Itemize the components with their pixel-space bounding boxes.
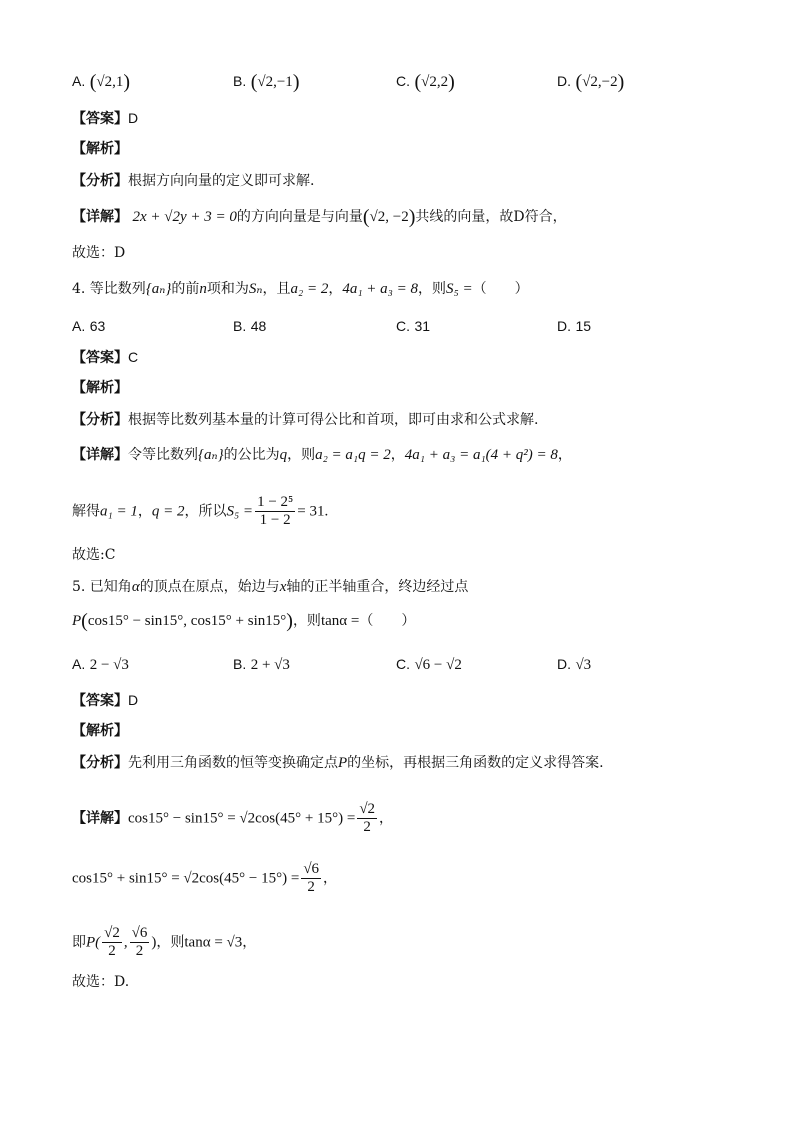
stem-var: x <box>279 579 287 595</box>
answer-tag: 【答案】 <box>72 111 128 127</box>
option-letter: B. <box>233 656 247 672</box>
detail-sequence: {aₙ} <box>198 447 224 463</box>
detail-fraction <box>357 801 377 836</box>
stem-text: ，则 <box>292 613 321 629</box>
answer-value: C <box>128 349 139 365</box>
fenxi-tag: 【分析】 <box>72 173 128 189</box>
q5-detail <box>72 801 393 836</box>
option-letter: B. <box>233 318 247 334</box>
stem-var: Sₙ <box>248 281 263 297</box>
option-letter: A. <box>72 656 86 672</box>
fraction-numerator: √6 <box>303 861 320 877</box>
option-letter: C. <box>396 656 410 672</box>
eq2-fraction <box>301 861 321 896</box>
analysis-tag: 【解析】 <box>72 141 128 157</box>
fenxi-var: P <box>338 755 348 771</box>
option-letter: A. <box>72 73 86 89</box>
stem-var: P <box>72 613 82 629</box>
option-value: 2 <box>440 74 449 90</box>
point-text: ，则 <box>156 934 185 951</box>
q4-detail <box>72 445 572 465</box>
stem-text: 项和为 <box>206 281 249 297</box>
fenxi-text: 根据方向向量的定义即可求解. <box>128 173 315 189</box>
detail-text: 共线的向量，故D符合， <box>415 209 567 225</box>
option-value: 15 <box>575 318 592 334</box>
equation-text: ， <box>323 870 338 887</box>
point-close: ) <box>151 934 157 951</box>
choose-text: 故选：D <box>72 245 126 261</box>
point-fraction-y <box>130 925 150 960</box>
option-value: √6 − √2 <box>414 657 462 673</box>
stem-var: n <box>199 281 207 297</box>
solve-text: ，所以 <box>184 503 227 520</box>
solve-result: = 31. <box>297 503 329 520</box>
option-value: 1 <box>115 74 124 90</box>
solve-equation: q = 2 <box>151 503 185 520</box>
detail-tag: 【详解】 <box>72 209 128 225</box>
fraction-numerator: √6 <box>131 925 148 941</box>
point-separator: , <box>123 934 128 951</box>
q4-option-d <box>557 316 591 337</box>
point-result: tanα = √3 <box>184 934 243 951</box>
detail-equation: cos15° − sin15° = √2cos(45° + 15°) = <box>128 810 356 827</box>
q3-option-b: B. (√2,−1) <box>233 71 300 93</box>
q3-option-a: A. (√2,1) <box>72 71 131 93</box>
answer-tag: 【答案】 <box>72 350 128 366</box>
option-value: 2 + √3 <box>250 657 290 673</box>
option-value: √2 <box>421 74 437 90</box>
option-letter: D. <box>557 318 571 334</box>
fraction-denominator: 1 − 2 <box>259 512 291 528</box>
detail-text: ， <box>557 447 572 463</box>
q5-option-d <box>557 654 591 675</box>
q5-option-c <box>396 654 462 675</box>
q3-option-c: C. (√2,2) <box>396 71 455 93</box>
q4-answer <box>72 347 138 368</box>
analysis-tag: 【解析】 <box>72 723 128 739</box>
q5-analysis <box>72 721 128 741</box>
q3-fenxi <box>72 171 314 191</box>
option-value: −2 <box>601 74 618 90</box>
solve-equation: a₁ = 1 <box>100 503 138 520</box>
detail-equation: 2x + √2y + 3 = 0 <box>132 209 237 225</box>
stem-paren: （ ） <box>359 613 416 629</box>
option-value: 48 <box>250 318 267 334</box>
option-value: −1 <box>276 74 293 90</box>
stem-condition: 4a₁ + a₃ = 8 <box>342 281 419 297</box>
stem-text: 的前 <box>171 281 200 297</box>
point-fraction-x <box>102 925 122 960</box>
q4-option-c <box>396 316 430 337</box>
q3-answer <box>72 108 138 129</box>
q5-point <box>72 925 256 960</box>
q5-fenxi <box>72 753 604 773</box>
option-value: √3 <box>575 657 592 673</box>
fraction-denominator: 2 <box>307 879 315 895</box>
stem-text: ， <box>328 281 343 297</box>
fraction-denominator: 2 <box>108 943 116 959</box>
option-letter: B. <box>233 73 247 89</box>
option-letter: D. <box>557 656 571 672</box>
q5-eq2 <box>72 861 337 896</box>
option-value: 63 <box>89 318 106 334</box>
stem-condition: a₂ = 2 <box>290 281 329 297</box>
stem-text: ，且 <box>262 281 291 297</box>
q5-option-b <box>233 654 290 675</box>
fraction-denominator: 2 <box>363 819 371 835</box>
solve-text: ， <box>137 503 152 520</box>
q4-analysis <box>72 378 128 398</box>
q4-option-a <box>72 316 105 337</box>
stem-coords: cos15° − sin15°, cos15° + sin15° <box>87 613 287 629</box>
point-label: P( <box>86 934 101 951</box>
analysis-tag: 【解析】 <box>72 380 128 396</box>
fenxi-text: 先利用三角函数的恒等变换确定点 <box>128 755 338 771</box>
fenxi-tag: 【分析】 <box>72 412 128 428</box>
q5-choose <box>72 972 129 992</box>
stem-text: 5. 已知角 <box>72 579 132 595</box>
detail-text: 的方向向量是与向量 <box>236 209 363 225</box>
q4-fenxi <box>72 410 538 430</box>
solve-fraction <box>255 494 295 529</box>
option-value: 31 <box>414 318 431 334</box>
equation: cos15° + sin15° = √2cos(45° − 15°) = <box>72 870 300 887</box>
q4-solve <box>72 494 328 529</box>
option-value: 2 − √3 <box>89 657 129 673</box>
option-letter: C. <box>396 318 410 334</box>
stem-text: 轴的正半轴重合，终边经过点 <box>286 579 469 595</box>
point-text: 即 <box>72 934 86 951</box>
stem-text: 的顶点在原点，始边与 <box>139 579 280 595</box>
detail-text: 的公比为 <box>223 447 280 463</box>
q3-choose <box>72 243 125 263</box>
detail-tag: 【详解】 <box>72 447 128 463</box>
choose-text: 故选:C <box>72 547 116 563</box>
option-value: √2 <box>257 74 274 90</box>
stem-paren: （ ） <box>472 281 529 297</box>
detail-equation: a₂ = a₁q = 2 <box>315 447 391 463</box>
point-text: ， <box>242 934 257 951</box>
detail-tag: 【详解】 <box>72 810 128 827</box>
choose-text: 故选：D. <box>72 974 130 990</box>
detail-text: ，则 <box>287 447 316 463</box>
stem-text: 4. 等比数列 <box>72 281 146 297</box>
q5-answer <box>72 690 138 711</box>
fraction-numerator: 1 − 2⁵ <box>257 494 294 510</box>
fraction-numerator: √2 <box>359 801 376 817</box>
option-letter: C. <box>396 73 410 89</box>
detail-equation: 4a₁ + a₃ = a₁(4 + q²) = 8 <box>404 447 558 463</box>
fenxi-tag: 【分析】 <box>72 755 128 771</box>
q3-option-d: D. (√2,−2) <box>557 71 625 93</box>
q5-option-a <box>72 654 129 675</box>
fenxi-text: 的坐标，再根据三角函数的定义求得答案. <box>347 755 604 771</box>
q4-choose <box>72 545 115 565</box>
detail-text: 令等比数列 <box>128 447 198 463</box>
answer-value: D <box>128 110 139 126</box>
stem-text: ，则 <box>418 281 447 297</box>
detail-var: q <box>279 447 288 463</box>
detail-text: ， <box>379 810 394 827</box>
stem-sequence: {aₙ} <box>145 281 172 297</box>
option-letter: D. <box>557 73 571 89</box>
q4-stem <box>72 279 529 299</box>
detail-text: ， <box>390 447 405 463</box>
fraction-numerator: √2 <box>104 925 120 941</box>
q5-stem-line2: P(cos15° − sin15°, cos15° + sin15°)，则tanα =（ ） <box>72 610 416 632</box>
fenxi-text: 根据等比数列基本量的计算可得公比和首项，即可由求和公式求解. <box>128 412 539 428</box>
option-value: √2 <box>582 74 598 90</box>
q4-option-b <box>233 316 266 337</box>
q3-analysis <box>72 139 128 159</box>
answer-value: D <box>128 692 139 708</box>
q3-detail: 【详解】 2x + √2y + 3 = 0的方向向量是与向量(√2, −2)共线的向量，故D符合， <box>72 206 567 228</box>
stem-var: S₅ = <box>446 281 473 297</box>
stem-tan: tanα = <box>320 613 360 629</box>
solve-var: S₅ = <box>226 503 254 520</box>
fraction-denominator: 2 <box>135 943 144 959</box>
detail-vector: √2, −2 <box>369 209 409 225</box>
answer-tag: 【答案】 <box>72 693 128 709</box>
stem-var: α <box>131 579 140 595</box>
q5-stem-line1 <box>72 577 468 597</box>
option-value: √2 <box>96 74 113 90</box>
option-letter: A. <box>72 318 86 334</box>
solve-text: 解得 <box>72 503 100 520</box>
